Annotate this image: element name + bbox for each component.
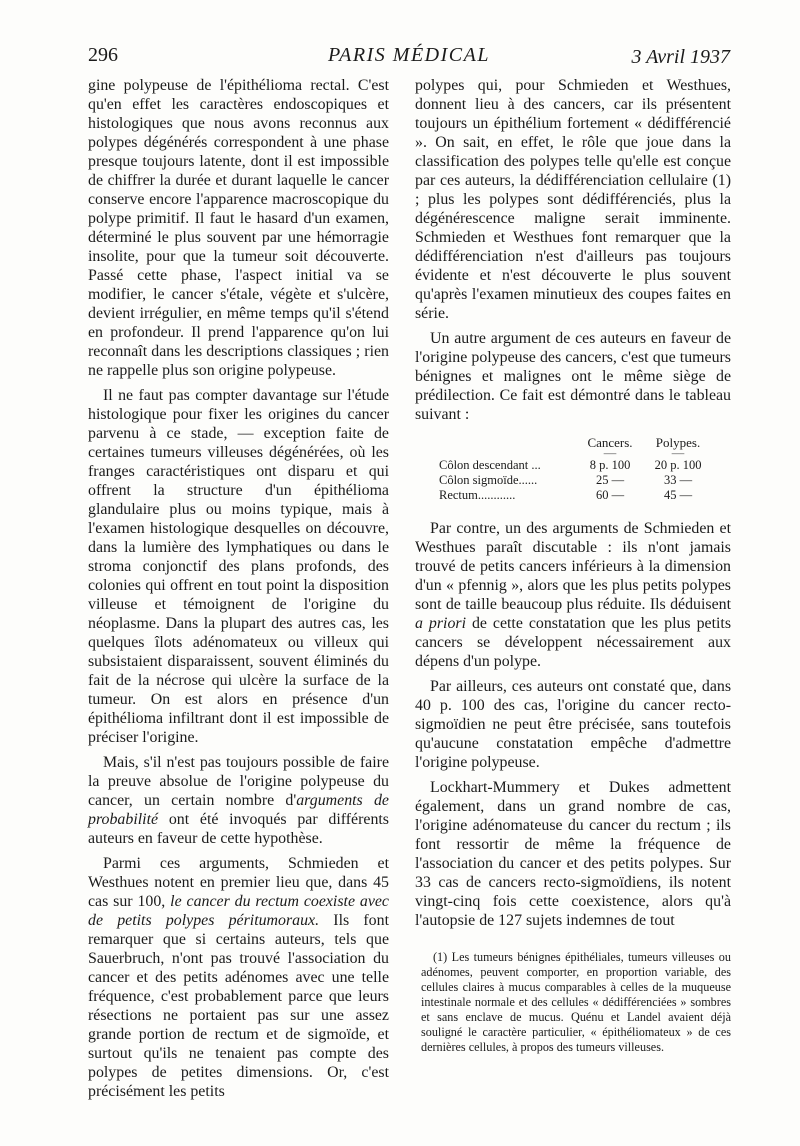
table-header-rule: — — [603, 446, 685, 460]
table-header-cancers: Cancers. [587, 435, 633, 450]
table-cell-label: Rectum............ [439, 488, 516, 502]
left-column [88, 76, 389, 1101]
right-column [415, 76, 731, 1055]
page-header [88, 44, 730, 70]
page-number: 296 [88, 44, 118, 66]
footnote-text: (1) Les tumeurs bénignes épithéliales, tumeurs villeuses ou adénomes, peuvent comporter, en proportion variable, des cellules claires à mucus comparables à celles de la muqueuse intestinale normale et des cellules « dédifférenciées » sombres et sans enclave de mucus. Quénu et Landel avaient déjà souligné le caractère particulier, « épithéliomateux » de ces dernières cellules, à propos des tumeurs villeuses. [421, 950, 731, 1054]
footnote [421, 950, 731, 1055]
paragraph: Mais, s'il n'est pas toujours possible de faire la preuve absolue de l'origine polypeuse du cancer, un certain nombre d'arguments de probabilité ont été invoqués par différents auteurs en faveur de cette hypothèse. [88, 754, 389, 847]
paragraph: Lockhart-Mummery et Dukes admettent également, dans un grand nombre de cas, l'origine adénomateuse du cancer du rectum ; ils font ressortir de même la fréquence de l'association du cancer et des petits polypes. Sur 33 cas de cancers recto-sigmoïdiens, ils notent vingt-cinq fois cette coexistence, alors qu'à l'autopsie de 127 sujets indemnes de tout [415, 779, 731, 929]
table-cell-polypes: 45 — [663, 488, 693, 502]
table-header-polypes: Polypes. [655, 435, 701, 450]
table-header [439, 435, 729, 450]
journal-title: PARIS MÉDICAL [328, 44, 490, 66]
paragraph: Par ailleurs, ces auteurs ont constaté que, dans 40 p. 100 des cas, l'origine du cancer recto-sigmoïdien ne peut être précisée, sans toutefois qu'aucune constatation empêche d'admettre l'origine polypeuse. [415, 678, 731, 771]
paragraph: Par contre, un des arguments de Schmieden et Westhues paraît discutable : ils n'ont jamais trouvé de petits cancers inférieurs à la dimension d'un « pfennig », alors que les plus petits polypes sont de taille beaucoup plus réduite. Ils déduisent a priori de cette constatation que les plus petits cancers se développent nécessairement aux dépens d'un polype. [415, 520, 731, 670]
paragraph: Parmi ces arguments, Schmieden et Westhues notent en premier lieu que, dans 45 cas sur 100, le cancer du rectum coexiste avec de petits polypes péritumoraux. Ils font remarquer que si certains auteurs, tels que Sauerbruch, n'ont pas trouvé l'association du cancer et des petits adénomes avec une telle fréquence, c'est probablement parce que leurs résections ne portaient pas sur une assez grande portion de rectum et de sigmoïde, et surtout qu'ils ne tenaient pas compte des polypes de petites dimensions. Or, c'est précisément les petits [88, 855, 389, 1100]
paragraph: Un autre argument de ces auteurs en faveur de l'origine polypeuse des cancers, c'est que tumeurs bénignes et malignes ont le même siège de prédilection. Ce fait est démontré dans le tableau suivant : [415, 330, 731, 423]
paragraph: Il ne faut pas compter davantage sur l'étude histologique pour fixer les origines du cancer parvenu à ce stade, — exception faite de certaines tumeurs villeuses dégénérées, où les franges caractéristiques ont disparu et qui offrent la structure d'un épithélioma glandulaire plus ou moins typique, mais à l'examen histologique desquelles on découvre, dans la lumière des lymphatiques ou dans le stroma conjonctif des plans profonds, des colonies qui offrent en tout point la disposition villeuse et témoignent de l'origine du néoplasme. Dans la plupart des autres cas, les quelques îlots adénomateux ou villeux qui subsistaient disparaissent, souvent éliminés du fait de la nécrose qui ulcère la surface de la tumeur. On est alors en présence d'un épithélioma infiltrant dont il est impossible de préciser l'origine. [88, 387, 389, 746]
table-cell-cancers: 25 — [595, 473, 625, 487]
paragraph: polypes qui, pour Schmieden et Westhues, donnent lieu à des cancers, car ils présentent toujours un épithélium fortement « dédifférencié ». On sait, en effet, le rôle que joue dans la classification des polypes telle qu'elle est conçue par ces auteurs, la dédifférenciation cellulaire (1) ; plus les polypes sont dédifférenciés, plus la dégénérescence maligne serait imminente. Schmieden et Westhues font remarquer que la dédifférenciation n'est d'ailleurs pas toujours évidente et n'est découverte le plus souvent qu'après l'examen minutieux des coupes faites en série. [415, 77, 731, 322]
table-row [439, 488, 729, 503]
table-cell-cancers: 60 — [595, 488, 625, 502]
paragraph: gine polypeuse de l'épithélioma rectal. C'est qu'en effet les caractères endoscopiques et histologiques que nous avons reconnus aux polypes dégénérés correspondent à une phase presque toujours latente, dont il est impossible de chiffrer la durée et durant laquelle le cancer conserve encore l'apparence macroscopique du polype primitif. Il faut le hasard d'un examen, déterminé le plus souvent par une hémorragie insolite, pour que la tumeur soit découverte. Passé cette phase, l'aspect initial va se modifier, le cancer s'étale, végète et s'ulcère, devient irrégulier, en même temps qu'il s'étend en profondeur. Il prend l'apparence qu'on lui reconnaît dans les descriptions classiques ; rien ne rappelle plus son origine polypeuse. [88, 77, 389, 379]
table-row [439, 458, 729, 473]
table-cell-label: Côlon descendant ... [439, 458, 541, 472]
issue-date: 3 Avril 1937 [631, 46, 730, 68]
table-cell-cancers: 8 p. 100 [589, 458, 631, 472]
table-cell-label: Côlon sigmoïde...... [439, 473, 538, 487]
location-table [439, 435, 729, 503]
table-cell-polypes: 20 p. 100 [654, 458, 702, 472]
table-cell-polypes: 33 — [663, 473, 693, 487]
table-row [439, 473, 729, 488]
